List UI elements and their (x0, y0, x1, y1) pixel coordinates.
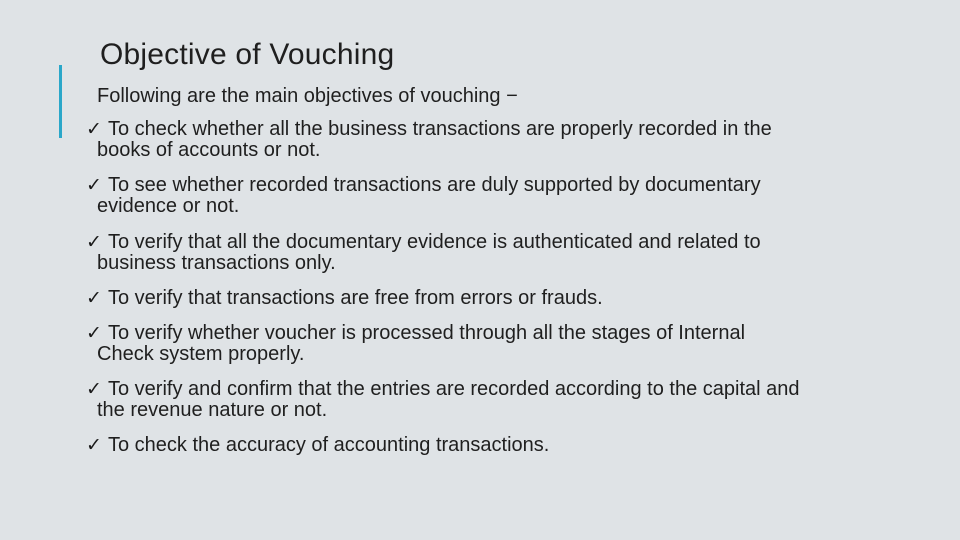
bullet-text: To check whether all the business transactions are properly recorded in the (108, 118, 772, 140)
checkmark-icon: ✓ (86, 322, 102, 344)
bullet-text: To verify whether voucher is processed through all the stages of Internal (108, 322, 746, 344)
bullet-text: To verify that transactions are free from errors or frauds. (108, 287, 603, 309)
list-item (86, 323, 916, 365)
bullet-text: To verify that all the documentary evidence is authenticated and related to (108, 231, 761, 253)
bullet-text: To verify and confirm that the entries are recorded according to the capital and (108, 378, 800, 400)
checkmark-icon: ✓ (86, 434, 102, 456)
list-item (86, 232, 916, 274)
checkmark-icon: ✓ (86, 287, 102, 309)
slide-title: Objective of Vouching (100, 38, 395, 71)
list-item (86, 435, 916, 456)
bullet-text: To check the accuracy of accounting transactions. (108, 434, 550, 456)
list-item (86, 119, 916, 161)
bullet-text-continued: Check system properly. (97, 343, 305, 365)
bullet-text: To see whether recorded transactions are duly supported by documentary (108, 174, 761, 196)
bullet-text-continued: books of accounts or not. (97, 139, 321, 161)
checkmark-icon: ✓ (86, 378, 102, 400)
list-item (86, 288, 916, 309)
accent-bar (59, 65, 62, 138)
checkmark-icon: ✓ (86, 118, 102, 140)
list-item (86, 175, 916, 217)
bullet-text-continued: business transactions only. (97, 252, 336, 274)
bullet-text-continued: evidence or not. (97, 195, 240, 217)
list-item (86, 379, 916, 421)
checkmark-icon: ✓ (86, 231, 102, 253)
bullet-text-continued: the revenue nature or not. (97, 399, 328, 421)
checkmark-icon: ✓ (86, 174, 102, 196)
intro-text: Following are the main objectives of vouching − (97, 85, 518, 107)
